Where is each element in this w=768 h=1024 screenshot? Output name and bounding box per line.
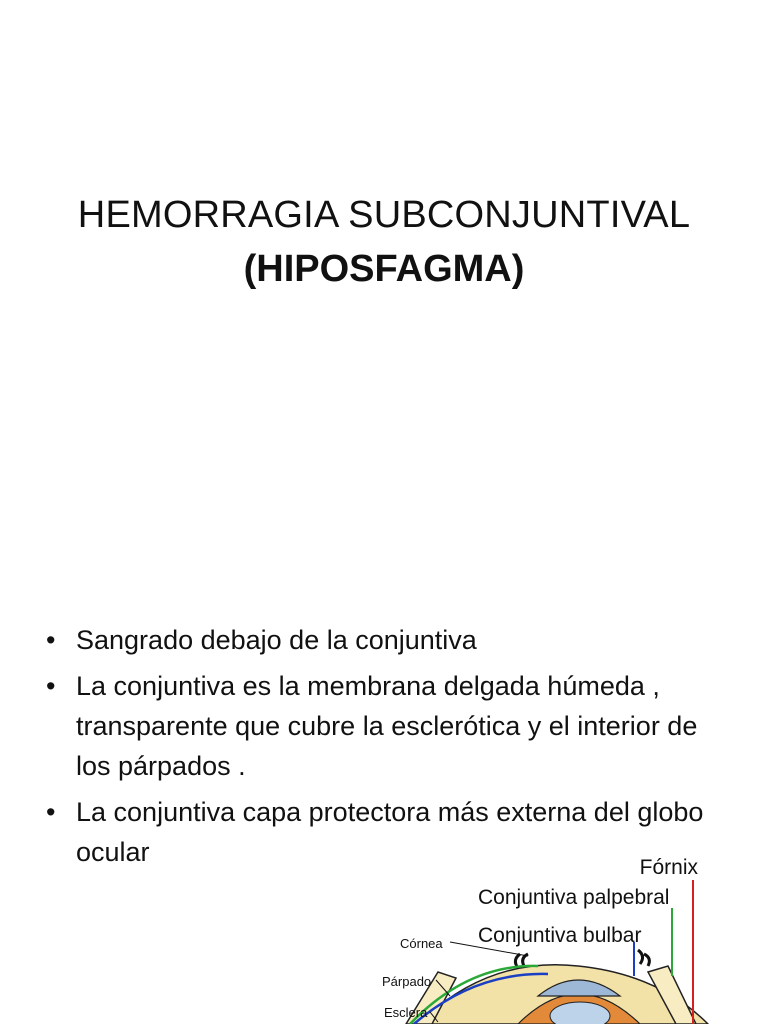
bullet-item	[44, 666, 734, 786]
label-parpado: Párpado	[382, 974, 432, 989]
bullet-text: La conjuntiva es la membrana delgada húmeda , transparente que cubre la esclerótica y el interior de los párpados .	[76, 671, 698, 781]
bullet-dot-icon: •	[46, 671, 56, 701]
slide-title: HEMORRAGIA SUBCONJUNTIVAL	[77, 194, 691, 236]
label-conjuntiva-palpebral: Conjuntiva palpebral	[478, 886, 670, 909]
eyelash-right-icon	[638, 950, 649, 966]
bullet-dot-icon: •	[46, 797, 56, 827]
title-block	[0, 188, 768, 296]
bullet-text: Sangrado debajo de la conjuntiva	[76, 625, 477, 655]
label-esclera: Esclera	[384, 1005, 428, 1020]
bullet-list	[44, 620, 734, 878]
bullet-text: La conjuntiva capa protectora más externa del globo ocular	[76, 797, 704, 867]
label-cornea: Córnea	[400, 936, 443, 951]
bullet-item	[44, 620, 734, 660]
bullet-dot-icon: •	[46, 625, 56, 655]
slide-subtitle: (HIPOSFAGMA)	[243, 248, 525, 290]
label-fornix: Fórnix	[639, 856, 698, 879]
eye-anatomy-diagram	[378, 846, 768, 1024]
label-conjuntiva-bulbar: Conjuntiva bulbar	[478, 924, 642, 947]
